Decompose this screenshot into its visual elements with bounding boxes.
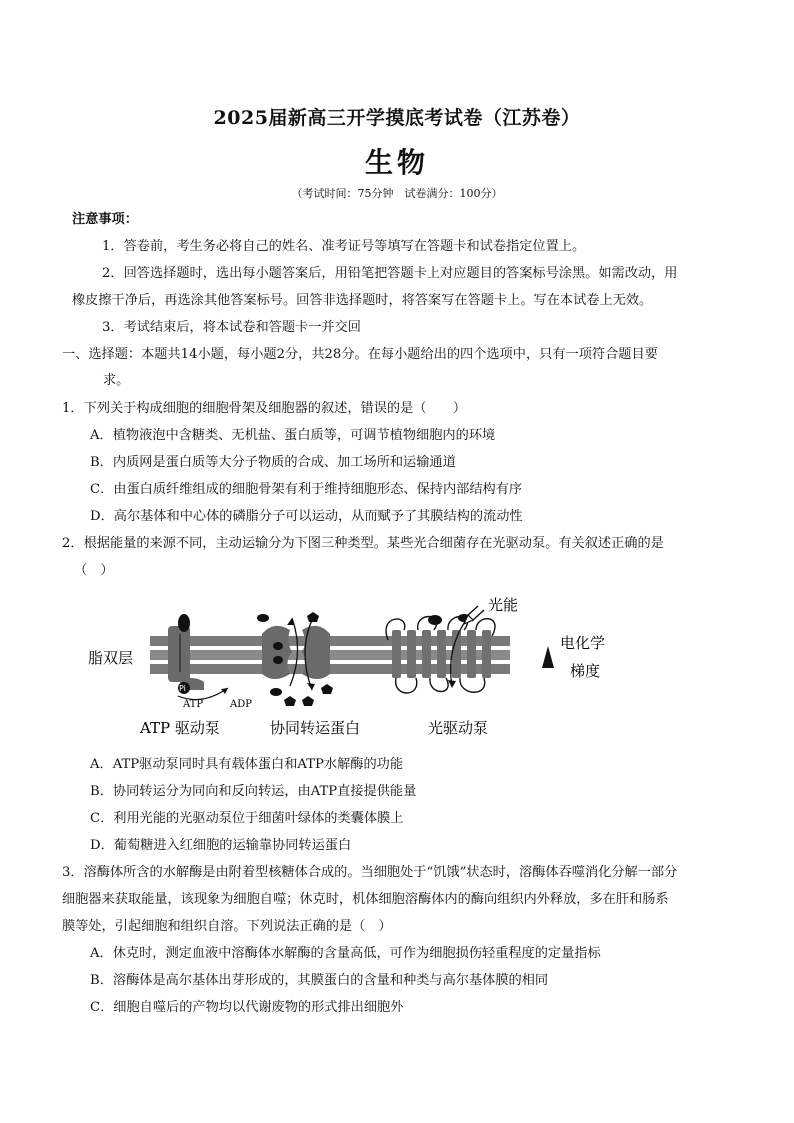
gradient-triangle-icon (542, 646, 554, 668)
notice-item-3: 3．考试结束后，将本试卷和答题卡一并交回 (102, 320, 361, 335)
light-energy-label: 光能 (488, 596, 519, 614)
notice-item-2-cont: 橡皮擦干净后，再选涂其他答案标号。回答非选择题时，将答案写在答题卡上。写在本试卷上无效。 (72, 293, 653, 308)
question-2-option-c: C．利用光能的光驱动泵位于细菌叶绿体的类囊体膜上 (90, 811, 404, 826)
question-2-option-a: A．ATP驱动泵同时具有载体蛋白和ATP水解酶的功能 (90, 757, 404, 772)
question-3-stem-3: 膜等处，引起细胞和组织自溶。下列说法正确的是（ ） (62, 919, 392, 934)
atp-label: ATP (183, 699, 204, 710)
question-3-option-a: A．休克时，测定血液中溶酶体水解酶的含量高低，可作为细胞损伤轻重程度的定量指标 (90, 946, 601, 961)
gradient-label-2: 梯度 (570, 662, 601, 680)
question-2-option-d: D．葡萄糖进入红细胞的运输靠协同转运蛋白 (90, 838, 352, 853)
question-1-stem: 1．下列关于构成细胞的细胞骨架及细胞器的叙述，错误的是（ ） (62, 401, 467, 416)
question-2-option-b: B．协同转运分为同向和反向转运，由ATP直接提供能量 (90, 784, 417, 799)
subject-title: 生物 (364, 146, 429, 179)
caption-cotransporter: 协同转运蛋白 (270, 719, 361, 737)
light-pump-icon (386, 606, 495, 693)
gradient-label-1: 电化学 (560, 634, 606, 652)
exam-title: 2025届新高三开学摸底考试卷（江苏卷） (213, 107, 581, 129)
question-3-stem-1: 3．溶酶体所含的水解酶是由附着型核糖体合成的。当细胞处于“饥饿”状态时，溶酶体吞噬消化分解一部分 (62, 865, 678, 880)
question-3-option-c: C．细胞自噬后的产物均以代谢废物的形式排出细胞外 (90, 1000, 404, 1015)
exam-meta: （考试时间：75分钟 试卷满分：100分） (291, 187, 503, 200)
question-3-stem-2: 细胞器来获取能量，该现象为细胞自噬；休克时，机体细胞溶酶体内的酶向组织内外释放，多在肝和肠系 (62, 892, 669, 907)
pi-label: Pi (179, 684, 186, 693)
question-3-option-b: B．溶酶体是高尔基体出芽形成的，其膜蛋白的含量和种类与高尔基体膜的相同 (90, 973, 549, 988)
section-heading: 一、选择题：本题共14小题，每小题2分，共28分。在每小题给出的四个选项中，只有一项符合题目要 (62, 347, 658, 362)
section-heading-cont: 求。 (103, 373, 130, 388)
adp-label: ADP (230, 699, 252, 710)
caption-atp-pump: ATP 驱动泵 (140, 719, 220, 737)
question-1-option-b: B．内质网是蛋白质等大分子物质的合成、加工场所和运输通道 (90, 455, 456, 470)
membrane-label: 脂双层 (88, 649, 134, 667)
notice-item-2: 2．回答选择题时，选出每小题答案后，用铅笔把答题卡上对应题目的答案标号涂黑。如需改动，用 (102, 266, 678, 281)
question-1-option-a: A．植物液泡中含糖类、无机盐、蛋白质等，可调节植物细胞内的环境 (90, 428, 496, 443)
question-2-stem: 2．根据能量的来源不同，主动运输分为下图三种类型。某些光合细菌存在光驱动泵。有关叙述正确的是 (62, 536, 664, 551)
notice-item-1: 1．答卷前，考生务必将自己的姓名、准考证号等填写在答题卡和试卷指定位置上。 (102, 239, 586, 254)
transport-diagram (80, 590, 640, 740)
caption-light-pump: 光驱动泵 (428, 719, 489, 737)
question-1-option-c: C．由蛋白质纤维组成的细胞骨架有利于维持细胞形态、保持内部结构有序 (90, 482, 523, 497)
question-1-option-d: D．高尔基体和中心体的磷脂分子可以运动，从而赋予了其膜结构的流动性 (90, 509, 523, 524)
question-2-stem-cont: （ ） (74, 563, 114, 578)
notice-heading: 注意事项： (72, 212, 138, 227)
